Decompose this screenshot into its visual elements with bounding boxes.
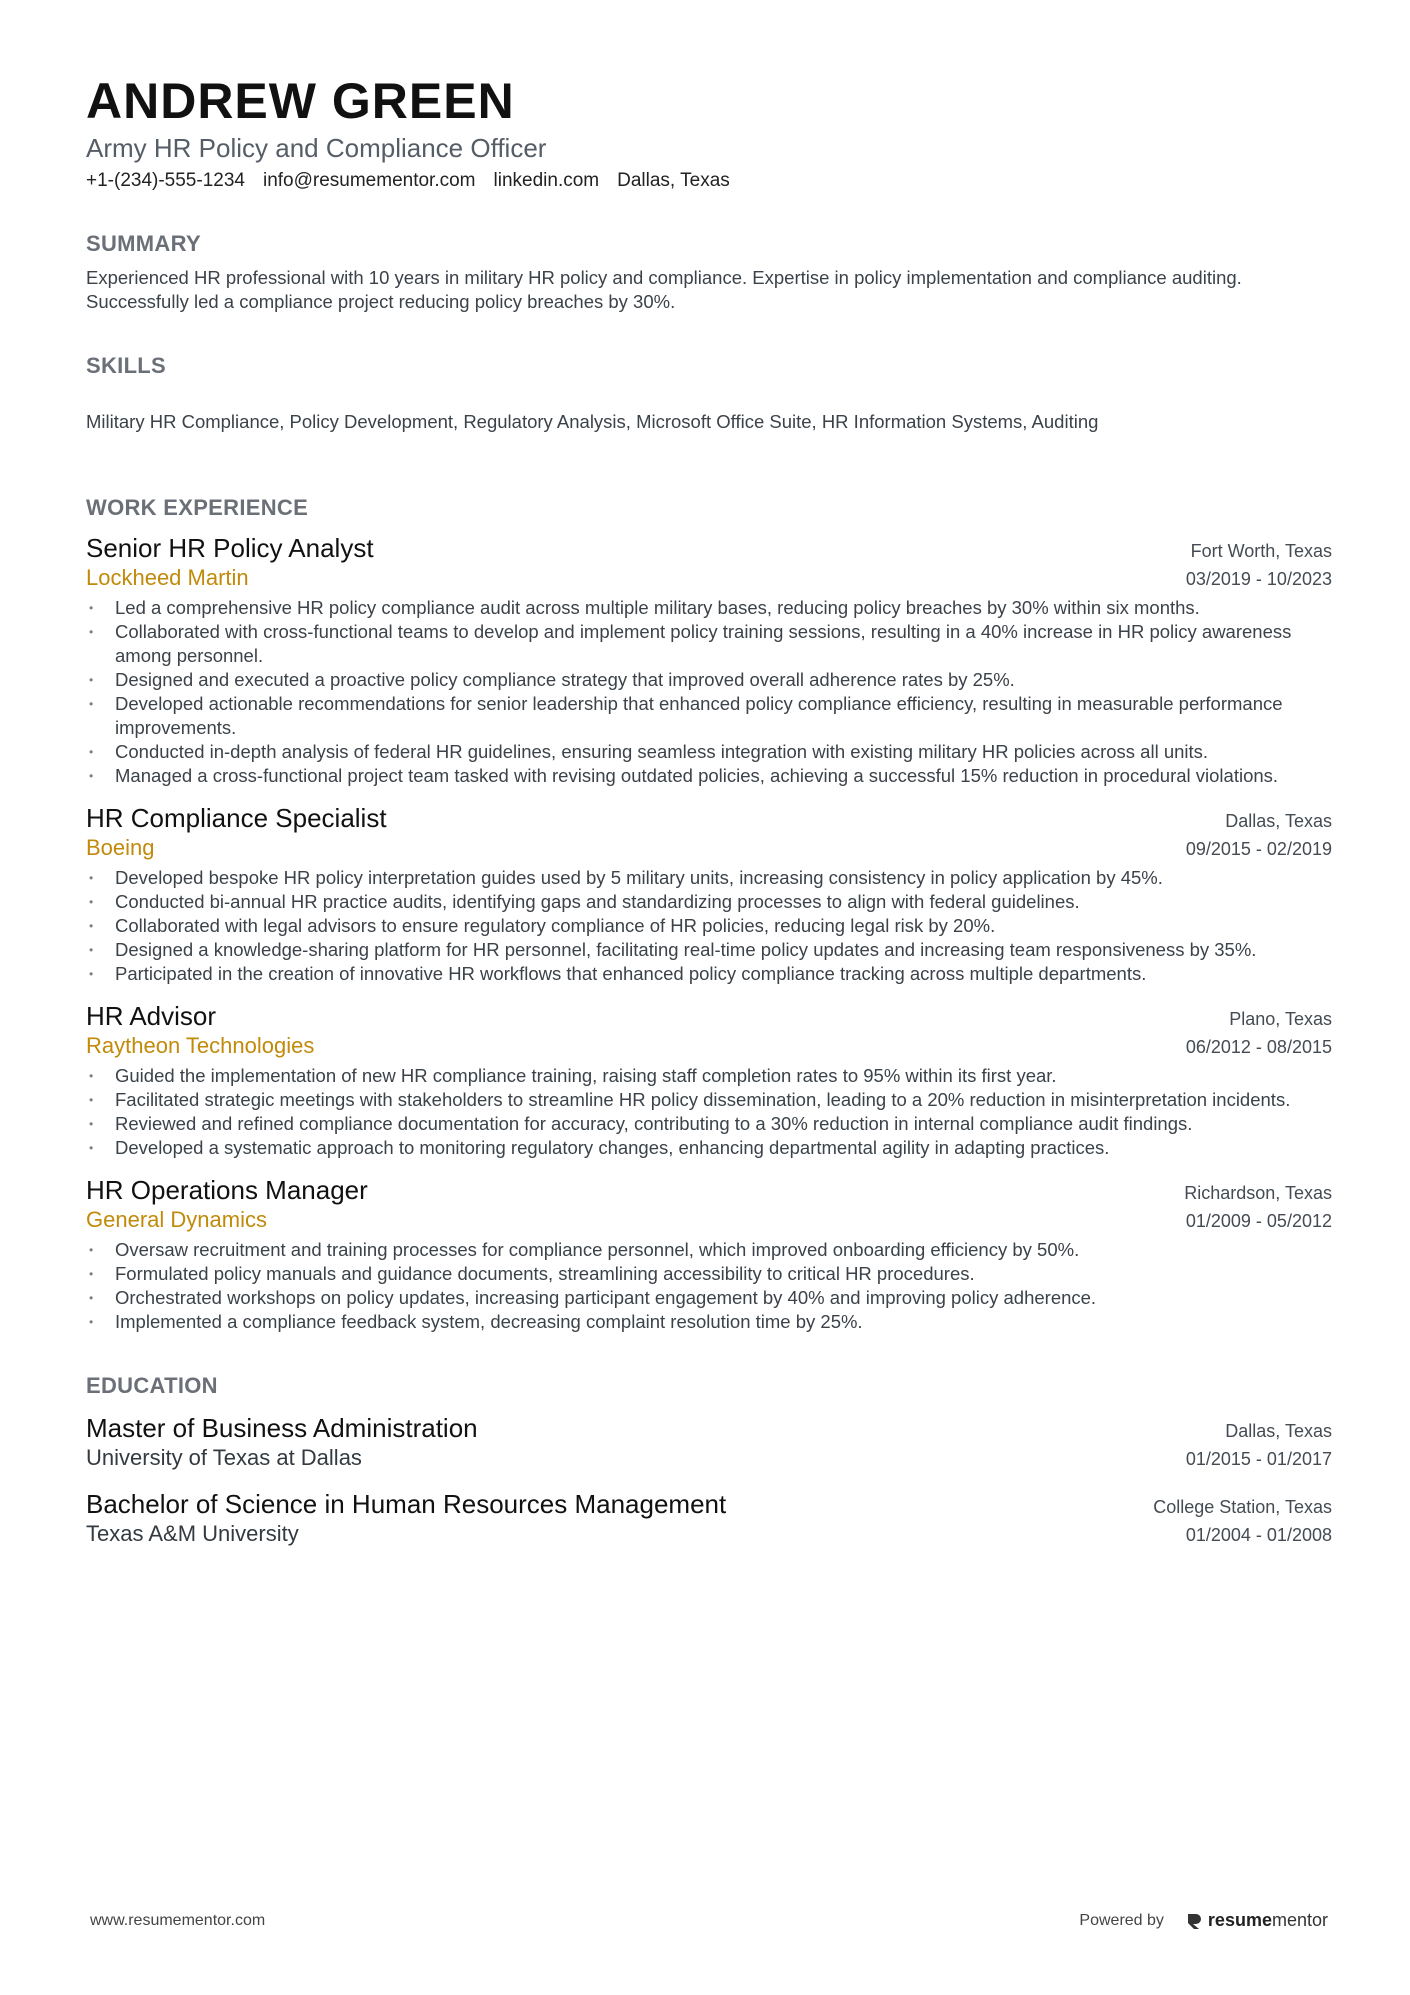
job-bullet: • Developed a systematic approach to monitoring regulatory changes, enhancing departmental agility in adapting practices.: [86, 1136, 1332, 1160]
job-bullet: • Developed bespoke HR policy interpretation guides used by 5 military units, increasing consistency in policy application by 45%.: [86, 866, 1332, 890]
job-bullet: • Collaborated with legal advisors to ensure regulatory compliance of HR policies, reducing legal risk by 20%.: [86, 914, 1332, 938]
resume-header: [86, 72, 1332, 194]
candidate-title: Army HR Policy and Compliance Officer: [86, 133, 547, 163]
degree-title: Bachelor of Science in Human Resources Management: [86, 1489, 727, 1519]
logo-text-light: mentor: [1271, 1910, 1328, 1930]
job-bullet: • Developed actionable recommendations for senior leadership that enhanced policy compliance efficiency, resulting in measurable performance improvements.: [86, 692, 1332, 740]
job-bullet: • Oversaw recruitment and training processes for compliance personnel, which improved onboarding efficiency by 50%.: [86, 1238, 1332, 1262]
resumementor-logo[interactable]: [1186, 1910, 1328, 1931]
school-name: Texas A&M University: [86, 1521, 299, 1546]
job-title: Senior HR Policy Analyst: [86, 533, 374, 563]
job-location: Plano, Texas: [1229, 1009, 1332, 1029]
job-company: Lockheed Martin: [86, 565, 249, 590]
skills-heading: SKILLS: [86, 353, 167, 378]
school-name: University of Texas at Dallas: [86, 1445, 362, 1470]
job-company: General Dynamics: [86, 1207, 267, 1232]
job-bullet: • Collaborated with cross-functional teams to develop and implement policy training sessions, resulting in a 40% increase in HR policy awareness among personnel.: [86, 620, 1332, 668]
contact-linkedin: linkedin.com: [493, 170, 600, 191]
education-location: Dallas, Texas: [1225, 1421, 1332, 1441]
job-dates: 09/2015 - 02/2019: [1185, 839, 1332, 859]
job-bullet: • Conducted bi-annual HR practice audits, identifying gaps and standardizing processes to align with federal guidelines.: [86, 890, 1332, 914]
page-footer: [90, 1910, 1328, 1931]
contact-email: info@resumementor.com: [262, 170, 476, 191]
job-bullets: [86, 596, 1332, 788]
education-heading: EDUCATION: [86, 1373, 218, 1398]
job-company: Boeing: [86, 835, 155, 860]
job-bullet: • Managed a cross-functional project team tasked with revising outdated policies, achieving a successful 15% reduction in procedural violations.: [86, 764, 1332, 788]
job-entry: [86, 1000, 1332, 1160]
job-bullet: • Designed and executed a proactive policy compliance strategy that improved overall adherence rates by 25%.: [86, 668, 1332, 692]
job-bullet: • Participated in the creation of innovative HR workflows that enhanced policy compliance tracking across multiple departments.: [86, 962, 1332, 986]
job-bullet: • Led a comprehensive HR policy compliance audit across multiple military bases, reducing policy breaches by 30% within six months.: [86, 596, 1332, 620]
work-experience-heading: WORK EXPERIENCE: [86, 495, 309, 520]
job-entry: [86, 802, 1332, 986]
job-bullet: • Implemented a compliance feedback system, decreasing complaint resolution time by 25%.: [86, 1310, 1332, 1334]
logo-text-bold: resume: [1207, 1910, 1272, 1930]
job-bullet: • Designed a knowledge-sharing platform for HR personnel, facilitating real-time policy updates and increasing team responsiveness by 35%.: [86, 938, 1332, 962]
job-title: HR Compliance Specialist: [86, 803, 387, 833]
degree-title: Master of Business Administration: [86, 1413, 478, 1443]
education-dates: 01/2004 - 01/2008: [1185, 1525, 1332, 1545]
summary-heading: SUMMARY: [86, 231, 201, 256]
education-dates: 01/2015 - 01/2017: [1185, 1449, 1332, 1469]
job-location: Dallas, Texas: [1225, 811, 1332, 831]
job-bullet: • Conducted in-depth analysis of federal HR guidelines, ensuring seamless integration with existing military HR policies across all units.: [86, 740, 1332, 764]
resumementor-logo-icon: [1186, 1912, 1202, 1930]
job-bullet: • Facilitated strategic meetings with stakeholders to streamline HR policy dissemination, leading to a 20% reduction in misinterpretation incidents.: [86, 1088, 1332, 1112]
job-bullet: • Formulated policy manuals and guidance documents, streamlining accessibility to critical HR procedures.: [86, 1262, 1332, 1286]
contact-location: Dallas, Texas: [617, 170, 730, 191]
education-entry: [86, 1412, 1332, 1472]
education-entry: [86, 1488, 1332, 1548]
education-location: College Station, Texas: [1153, 1497, 1332, 1517]
job-bullet: • Orchestrated workshops on policy updates, increasing participant engagement by 40% and improving policy adherence.: [86, 1286, 1332, 1310]
job-location: Richardson, Texas: [1184, 1183, 1332, 1203]
summary-section: [86, 230, 1332, 314]
contact-phone: +1-(234)-555-1234: [86, 170, 245, 191]
job-title: HR Operations Manager: [86, 1175, 368, 1205]
job-dates: 06/2012 - 08/2015: [1185, 1037, 1332, 1057]
job-company: Raytheon Technologies: [86, 1033, 315, 1058]
job-dates: 03/2019 - 10/2023: [1185, 569, 1332, 589]
job-bullets: [86, 1064, 1332, 1160]
job-location: Fort Worth, Texas: [1190, 541, 1332, 561]
powered-by-label: Powered by: [1079, 1911, 1164, 1929]
resume-page: [86, 72, 1332, 1548]
work-experience-section: [86, 494, 1332, 1334]
job-dates: 01/2009 - 05/2012: [1185, 1211, 1332, 1231]
job-entry: [86, 1174, 1332, 1334]
candidate-name: ANDREW GREEN: [86, 73, 515, 129]
skills-text: Military HR Compliance, Policy Development, Regulatory Analysis, Microsoft Office Suite, HR Information Systems, Auditing: [86, 411, 1099, 432]
job-title: HR Advisor: [86, 1001, 217, 1031]
job-entry: [86, 532, 1332, 788]
job-bullets: [86, 1238, 1332, 1334]
skills-section: [86, 352, 1332, 434]
education-section: [86, 1372, 1332, 1548]
powered-by: [1079, 1910, 1328, 1931]
contact-info: [86, 168, 1332, 194]
job-bullet: • Reviewed and refined compliance documentation for accuracy, contributing to a 30% reduction in internal compliance audit findings.: [86, 1112, 1332, 1136]
job-bullets: [86, 866, 1332, 986]
summary-text: Experienced HR professional with 10 years in military HR policy and compliance. Expertise in policy implementation and compliance auditing. Successfully led a compliance project reducing policy breaches by 30%.: [86, 267, 1242, 312]
footer-website-link[interactable]: www.resumementor.com: [90, 1911, 266, 1929]
job-bullet: • Guided the implementation of new HR compliance training, raising staff completion rates to 95% within its first year.: [86, 1064, 1332, 1088]
